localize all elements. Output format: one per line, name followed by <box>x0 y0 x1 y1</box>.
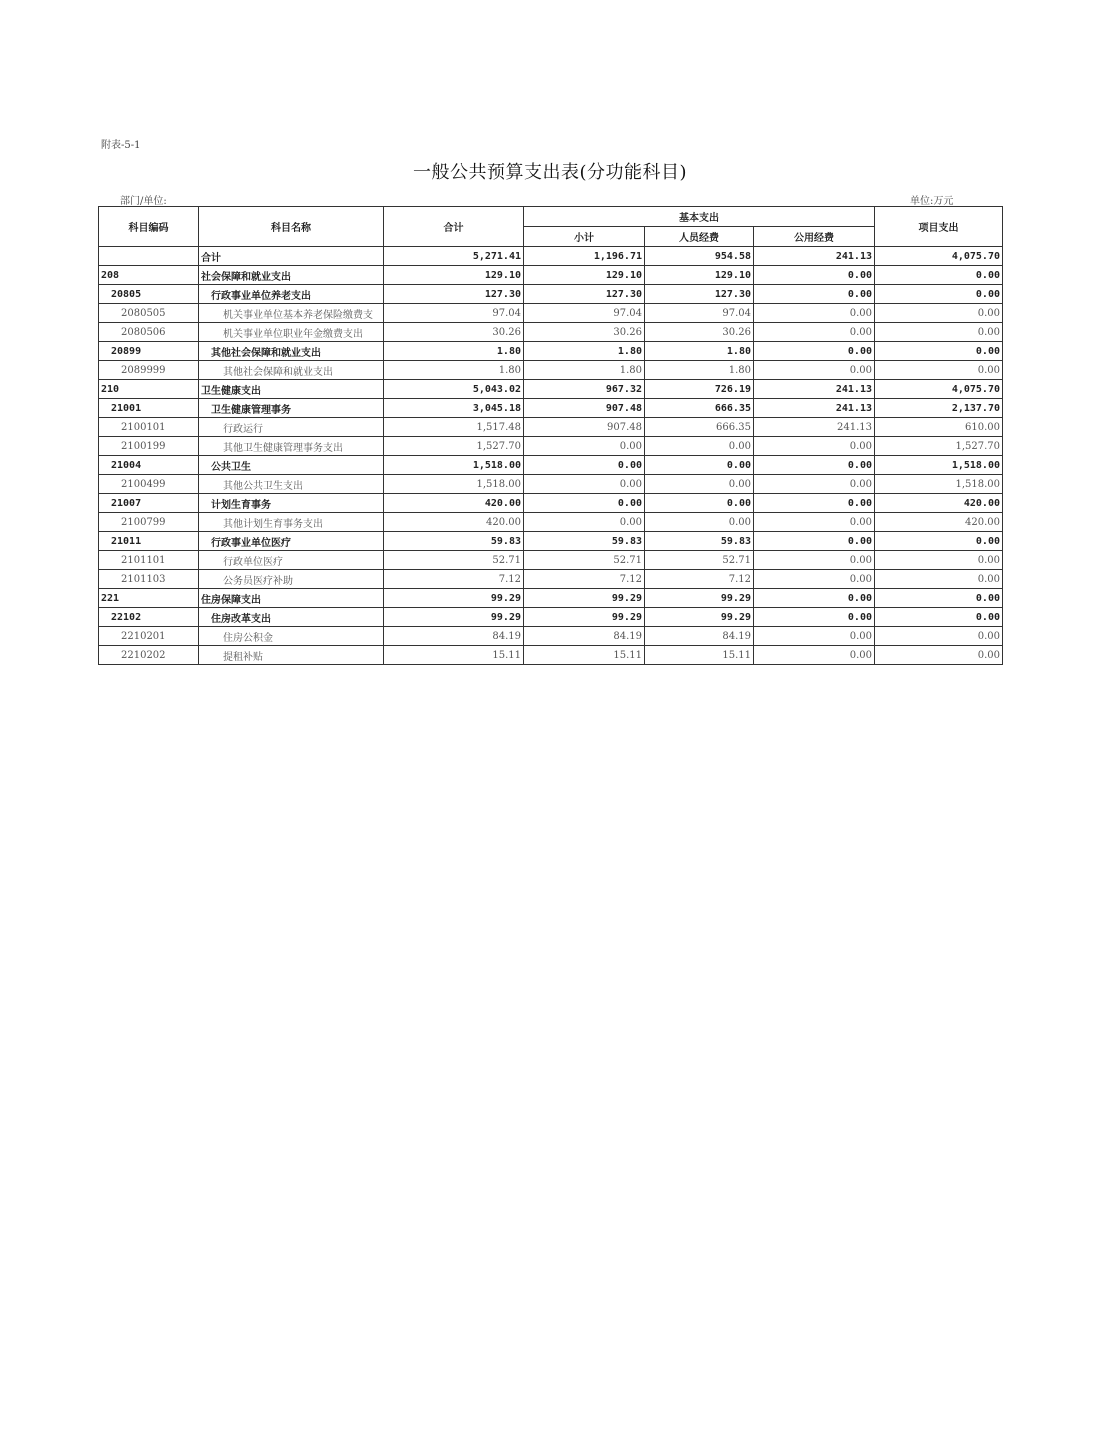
cell-code: 2100199 <box>99 437 199 456</box>
table-body <box>99 247 1003 665</box>
cell-code: 2080506 <box>99 323 199 342</box>
cell-subtotal: 1.80 <box>524 342 645 361</box>
cell-public: 0.00 <box>754 266 875 285</box>
cell-subtotal: 967.32 <box>524 380 645 399</box>
cell-public: 0.00 <box>754 456 875 475</box>
cell-code: 21004 <box>99 456 199 475</box>
cell-personnel: 1.80 <box>645 361 754 380</box>
cell-subtotal: 99.29 <box>524 589 645 608</box>
table-row <box>99 608 1003 627</box>
table-row <box>99 247 1003 266</box>
table-row <box>99 627 1003 646</box>
cell-subtotal: 7.12 <box>524 570 645 589</box>
cell-subtotal: 99.29 <box>524 608 645 627</box>
cell-total: 420.00 <box>384 513 524 532</box>
cell-name: 公共卫生 <box>199 456 384 475</box>
header-personnel: 人员经费 <box>645 227 754 247</box>
cell-personnel: 0.00 <box>645 513 754 532</box>
cell-personnel: 0.00 <box>645 437 754 456</box>
cell-subtotal: 30.26 <box>524 323 645 342</box>
cell-code: 2210201 <box>99 627 199 646</box>
cell-public: 241.13 <box>754 418 875 437</box>
cell-project: 0.00 <box>875 266 1003 285</box>
cell-total: 1.80 <box>384 342 524 361</box>
cell-name: 住房保障支出 <box>199 589 384 608</box>
table-row <box>99 551 1003 570</box>
table-row <box>99 361 1003 380</box>
cell-code: 20899 <box>99 342 199 361</box>
cell-name: 社会保障和就业支出 <box>199 266 384 285</box>
table-row <box>99 285 1003 304</box>
cell-project: 0.00 <box>875 361 1003 380</box>
cell-project: 1,518.00 <box>875 475 1003 494</box>
header-subtotal: 小计 <box>524 227 645 247</box>
cell-subtotal: 59.83 <box>524 532 645 551</box>
cell-public: 0.00 <box>754 513 875 532</box>
table-row <box>99 589 1003 608</box>
table-row <box>99 532 1003 551</box>
cell-personnel: 97.04 <box>645 304 754 323</box>
cell-name: 其他社会保障和就业支出 <box>199 361 384 380</box>
cell-total: 127.30 <box>384 285 524 304</box>
cell-project: 0.00 <box>875 304 1003 323</box>
cell-total: 420.00 <box>384 494 524 513</box>
table-row <box>99 646 1003 665</box>
cell-project: 0.00 <box>875 532 1003 551</box>
table-row <box>99 380 1003 399</box>
cell-name: 公务员医疗补助 <box>199 570 384 589</box>
cell-name: 住房公积金 <box>199 627 384 646</box>
cell-public: 0.00 <box>754 589 875 608</box>
cell-public: 241.13 <box>754 380 875 399</box>
cell-code: 21011 <box>99 532 199 551</box>
cell-subtotal: 1.80 <box>524 361 645 380</box>
cell-personnel: 30.26 <box>645 323 754 342</box>
cell-personnel: 127.30 <box>645 285 754 304</box>
cell-personnel: 99.29 <box>645 589 754 608</box>
cell-code: 2100101 <box>99 418 199 437</box>
cell-name: 卫生健康管理事务 <box>199 399 384 418</box>
cell-project: 0.00 <box>875 285 1003 304</box>
cell-subtotal: 129.10 <box>524 266 645 285</box>
cell-project: 0.00 <box>875 342 1003 361</box>
cell-personnel: 99.29 <box>645 608 754 627</box>
cell-public: 0.00 <box>754 475 875 494</box>
cell-code: 2101101 <box>99 551 199 570</box>
cell-total: 59.83 <box>384 532 524 551</box>
table-row <box>99 304 1003 323</box>
header-public: 公用经费 <box>754 227 875 247</box>
table-row <box>99 494 1003 513</box>
cell-total: 5,043.02 <box>384 380 524 399</box>
cell-total: 99.29 <box>384 608 524 627</box>
cell-public: 0.00 <box>754 304 875 323</box>
cell-project: 0.00 <box>875 551 1003 570</box>
cell-personnel: 1.80 <box>645 342 754 361</box>
cell-personnel: 52.71 <box>645 551 754 570</box>
cell-project: 0.00 <box>875 608 1003 627</box>
cell-total: 1,518.00 <box>384 456 524 475</box>
cell-name: 其他公共卫生支出 <box>199 475 384 494</box>
cell-subtotal: 907.48 <box>524 418 645 437</box>
cell-code: 2089999 <box>99 361 199 380</box>
cell-public: 0.00 <box>754 646 875 665</box>
page-title: 一般公共预算支出表(分功能科目) <box>412 162 688 183</box>
cell-code: 21007 <box>99 494 199 513</box>
cell-subtotal: 127.30 <box>524 285 645 304</box>
cell-name: 卫生健康支出 <box>199 380 384 399</box>
cell-total: 5,271.41 <box>384 247 524 266</box>
cell-public: 0.00 <box>754 608 875 627</box>
cell-code: 221 <box>99 589 199 608</box>
cell-code: 21001 <box>99 399 199 418</box>
cell-total: 15.11 <box>384 646 524 665</box>
cell-total: 84.19 <box>384 627 524 646</box>
cell-personnel: 0.00 <box>645 494 754 513</box>
cell-name: 住房改革支出 <box>199 608 384 627</box>
cell-subtotal: 97.04 <box>524 304 645 323</box>
cell-project: 0.00 <box>875 646 1003 665</box>
cell-personnel: 666.35 <box>645 418 754 437</box>
cell-code: 2100799 <box>99 513 199 532</box>
cell-name: 其他计划生育事务支出 <box>199 513 384 532</box>
cell-personnel: 7.12 <box>645 570 754 589</box>
cell-public: 241.13 <box>754 247 875 266</box>
table-row <box>99 418 1003 437</box>
cell-name: 其他卫生健康管理事务支出 <box>199 437 384 456</box>
cell-project: 420.00 <box>875 513 1003 532</box>
header-basic: 基本支出 <box>524 207 875 227</box>
cell-code: 210 <box>99 380 199 399</box>
cell-code: 2210202 <box>99 646 199 665</box>
cell-name: 行政运行 <box>199 418 384 437</box>
cell-name: 合计 <box>199 247 384 266</box>
cell-public: 0.00 <box>754 285 875 304</box>
cell-subtotal: 0.00 <box>524 437 645 456</box>
cell-total: 99.29 <box>384 589 524 608</box>
cell-subtotal: 0.00 <box>524 513 645 532</box>
table-row <box>99 266 1003 285</box>
header-total: 合计 <box>384 207 524 247</box>
cell-project: 4,075.70 <box>875 247 1003 266</box>
cell-total: 1,527.70 <box>384 437 524 456</box>
cell-name: 行政单位医疗 <box>199 551 384 570</box>
header-code: 科目编码 <box>99 207 199 247</box>
cell-total: 1,517.48 <box>384 418 524 437</box>
cell-subtotal: 907.48 <box>524 399 645 418</box>
cell-personnel: 954.58 <box>645 247 754 266</box>
cell-code: 2080505 <box>99 304 199 323</box>
cell-project: 0.00 <box>875 570 1003 589</box>
cell-total: 30.26 <box>384 323 524 342</box>
cell-code: 208 <box>99 266 199 285</box>
cell-code: 2100499 <box>99 475 199 494</box>
table-row <box>99 456 1003 475</box>
cell-total: 7.12 <box>384 570 524 589</box>
cell-project: 0.00 <box>875 589 1003 608</box>
cell-project: 4,075.70 <box>875 380 1003 399</box>
cell-total: 3,045.18 <box>384 399 524 418</box>
cell-name: 机关事业单位职业年金缴费支出 <box>199 323 384 342</box>
appendix-label: 附表-5-1 <box>101 140 141 151</box>
table-row <box>99 475 1003 494</box>
table-row <box>99 399 1003 418</box>
cell-public: 0.00 <box>754 342 875 361</box>
cell-project: 0.00 <box>875 323 1003 342</box>
cell-subtotal: 52.71 <box>524 551 645 570</box>
cell-public: 0.00 <box>754 361 875 380</box>
cell-code: 2101103 <box>99 570 199 589</box>
cell-personnel: 84.19 <box>645 627 754 646</box>
cell-personnel: 0.00 <box>645 456 754 475</box>
cell-total: 97.04 <box>384 304 524 323</box>
cell-personnel: 59.83 <box>645 532 754 551</box>
unit-label: 单位:万元 <box>910 196 954 207</box>
cell-project: 1,518.00 <box>875 456 1003 475</box>
department-label: 部门/单位: <box>120 196 167 207</box>
cell-public: 0.00 <box>754 570 875 589</box>
cell-code: 20805 <box>99 285 199 304</box>
cell-project: 0.00 <box>875 627 1003 646</box>
cell-public: 0.00 <box>754 323 875 342</box>
cell-project: 2,137.70 <box>875 399 1003 418</box>
header-project: 项目支出 <box>875 207 1003 247</box>
cell-personnel: 666.35 <box>645 399 754 418</box>
cell-subtotal: 15.11 <box>524 646 645 665</box>
cell-public: 0.00 <box>754 627 875 646</box>
cell-name: 机关事业单位基本养老保险缴费支 <box>199 304 384 323</box>
table-row <box>99 342 1003 361</box>
cell-project: 420.00 <box>875 494 1003 513</box>
cell-name: 提租补贴 <box>199 646 384 665</box>
cell-personnel: 15.11 <box>645 646 754 665</box>
cell-personnel: 0.00 <box>645 475 754 494</box>
cell-total: 1,518.00 <box>384 475 524 494</box>
cell-project: 610.00 <box>875 418 1003 437</box>
cell-subtotal: 0.00 <box>524 475 645 494</box>
cell-name: 其他社会保障和就业支出 <box>199 342 384 361</box>
cell-public: 0.00 <box>754 532 875 551</box>
table-row <box>99 570 1003 589</box>
cell-project: 1,527.70 <box>875 437 1003 456</box>
cell-name: 行政事业单位养老支出 <box>199 285 384 304</box>
cell-public: 0.00 <box>754 551 875 570</box>
cell-public: 0.00 <box>754 494 875 513</box>
table-header <box>99 207 1003 247</box>
table-row <box>99 437 1003 456</box>
cell-public: 0.00 <box>754 437 875 456</box>
cell-subtotal: 0.00 <box>524 494 645 513</box>
cell-subtotal: 0.00 <box>524 456 645 475</box>
cell-public: 241.13 <box>754 399 875 418</box>
cell-total: 1.80 <box>384 361 524 380</box>
cell-personnel: 726.19 <box>645 380 754 399</box>
cell-subtotal: 1,196.71 <box>524 247 645 266</box>
cell-name: 行政事业单位医疗 <box>199 532 384 551</box>
cell-total: 129.10 <box>384 266 524 285</box>
cell-code: 22102 <box>99 608 199 627</box>
cell-total: 52.71 <box>384 551 524 570</box>
cell-name: 计划生育事务 <box>199 494 384 513</box>
cell-subtotal: 84.19 <box>524 627 645 646</box>
cell-code <box>99 247 199 266</box>
header-name: 科目名称 <box>199 207 384 247</box>
table-row <box>99 513 1003 532</box>
table-row <box>99 323 1003 342</box>
cell-personnel: 129.10 <box>645 266 754 285</box>
budget-table <box>98 206 1003 665</box>
